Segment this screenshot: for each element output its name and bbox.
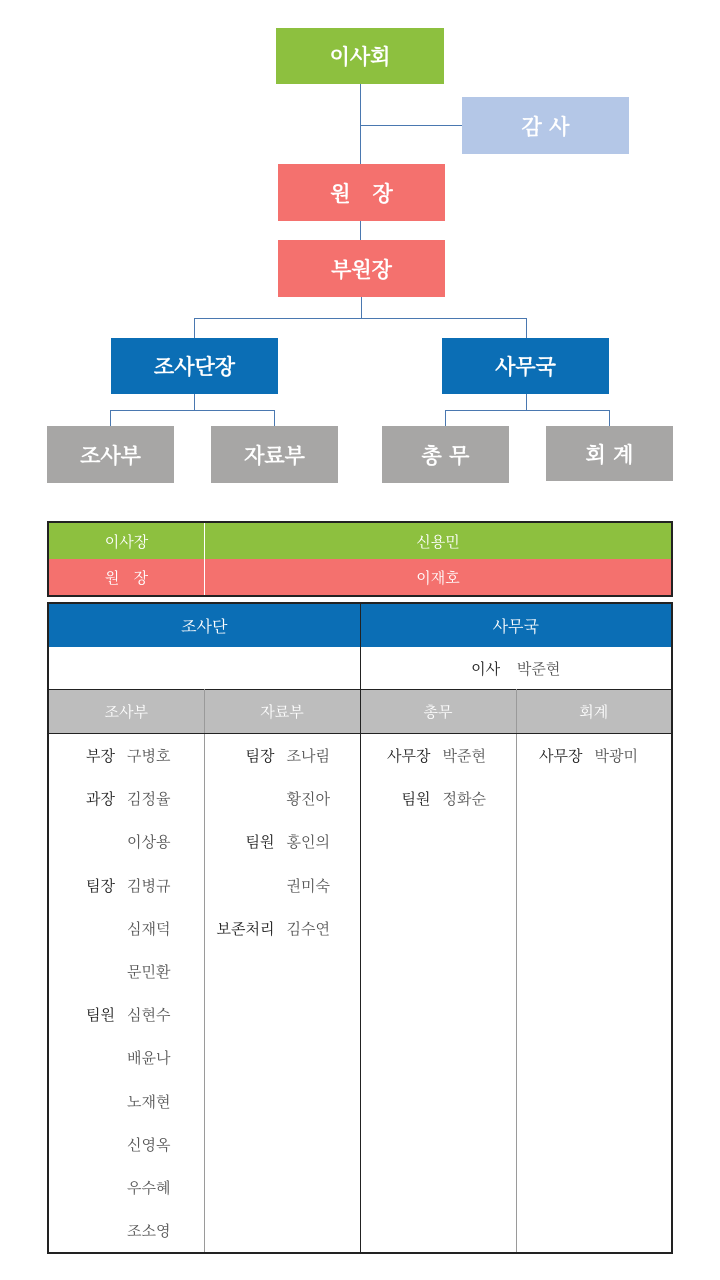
staff-name: 조소영 xyxy=(127,1222,171,1241)
staff-role: 팀장 xyxy=(86,876,115,895)
investigation-staff-col xyxy=(48,734,204,1254)
records-staff-entry xyxy=(205,864,360,907)
dept-accounting: 회계 xyxy=(516,690,672,734)
investigation-staff-entry xyxy=(49,1166,204,1209)
secretary-name: 박준현 xyxy=(516,659,561,678)
staff-name: 노재현 xyxy=(127,1092,171,1111)
connector-auditor xyxy=(360,125,462,126)
general-staff-entry xyxy=(361,734,516,777)
leadership-row-chairman xyxy=(48,522,672,559)
staff-table xyxy=(47,602,673,1254)
staff-name: 문민환 xyxy=(127,963,171,982)
dept-header-row xyxy=(48,690,672,734)
staff-name: 신영옥 xyxy=(127,1135,171,1154)
general-affairs-box: 총 무 xyxy=(382,426,509,483)
staff-name: 권미숙 xyxy=(286,876,330,895)
director-label: 원 장 xyxy=(48,559,205,596)
connector-to-secretariat xyxy=(526,318,527,338)
records-staff-entry xyxy=(205,734,360,777)
staff-body-row xyxy=(48,734,672,1254)
staff-name: 이상용 xyxy=(127,833,171,852)
group-header-row xyxy=(48,603,672,647)
staff-role: 보존처리 xyxy=(216,919,275,938)
records-staff-entry xyxy=(205,907,360,950)
connector-director-vice xyxy=(360,221,361,240)
dept-investigation: 조사부 xyxy=(48,690,204,734)
auditor-box: 감 사 xyxy=(462,97,629,154)
staff-role: 팀장 xyxy=(245,747,275,766)
staff-name: 심현수 xyxy=(127,1006,171,1025)
staff-name: 배윤나 xyxy=(127,1049,171,1068)
staff-role: 팀원 xyxy=(86,1006,115,1025)
dept-records: 자료부 xyxy=(204,690,360,734)
staff-role: 부장 xyxy=(86,747,115,766)
investigation-staff-entry xyxy=(49,777,204,820)
staff-name: 김정율 xyxy=(127,790,171,809)
staff-name: 박준현 xyxy=(442,747,486,766)
connector-sec-down xyxy=(526,394,527,410)
staff-name: 우수혜 xyxy=(127,1178,171,1197)
staff-name: 조나림 xyxy=(286,747,330,766)
secretary-empty-cell xyxy=(48,647,360,690)
secretary-cell xyxy=(360,647,672,690)
secretary-row xyxy=(48,647,672,690)
staff-name: 정화순 xyxy=(442,790,486,809)
group-secretariat: 사무국 xyxy=(360,603,672,647)
investigation-dept-box: 조사부 xyxy=(47,426,174,483)
connector-inv-right xyxy=(274,410,275,426)
records-staff-col xyxy=(204,734,360,1254)
secretariat-box: 사무국 xyxy=(442,338,609,394)
records-staff-entry xyxy=(205,777,360,820)
records-list xyxy=(205,734,360,950)
group-investigation: 조사단 xyxy=(48,603,360,647)
connector-inv-down xyxy=(194,394,195,410)
staff-role: 사무장 xyxy=(387,747,431,766)
staff-role: 과장 xyxy=(86,790,115,809)
general-staff-col xyxy=(360,734,516,1254)
chairman-name: 신용민 xyxy=(416,532,460,551)
investigation-staff-entry xyxy=(49,1080,204,1123)
dept-general: 총무 xyxy=(360,690,516,734)
secretary-role: 이사 xyxy=(471,659,501,678)
general-list xyxy=(361,734,516,820)
investigation-staff-entry xyxy=(49,950,204,993)
investigation-staff-entry xyxy=(49,993,204,1036)
director-box: 원 장 xyxy=(278,164,445,221)
connector-inv-bar xyxy=(110,410,275,411)
investigation-head-box: 조사단장 xyxy=(111,338,278,394)
leadership-table xyxy=(47,521,673,597)
staff-name: 김수연 xyxy=(286,919,330,938)
chairman-label: 이사장 xyxy=(48,522,205,559)
general-staff-entry xyxy=(361,777,516,820)
staff-name: 심재덕 xyxy=(127,919,171,938)
connector-inv-left xyxy=(110,410,111,426)
staff-name: 김병규 xyxy=(127,876,171,895)
vice-director-box: 부원장 xyxy=(278,240,445,297)
accounting-list xyxy=(517,734,672,777)
records-staff-entry xyxy=(205,820,360,863)
connector-vice-down xyxy=(361,297,362,318)
board-box: 이사회 xyxy=(276,28,444,84)
connector-to-investigation xyxy=(194,318,195,338)
investigation-staff-entry xyxy=(49,907,204,950)
investigation-staff-entry xyxy=(49,1036,204,1079)
director-name: 이재호 xyxy=(416,568,460,587)
staff-name: 박광미 xyxy=(594,747,638,766)
investigation-staff-entry xyxy=(49,1209,204,1252)
connector-sec-bar xyxy=(445,410,610,411)
staff-name: 황진아 xyxy=(286,790,330,809)
staff-role: 사무장 xyxy=(539,747,583,766)
records-dept-box: 자료부 xyxy=(211,426,338,483)
investigation-staff-entry xyxy=(49,1123,204,1166)
connector-sec-right xyxy=(609,410,610,426)
accounting-staff-col xyxy=(516,734,672,1254)
accounting-staff-entry xyxy=(517,734,672,777)
investigation-staff-entry xyxy=(49,864,204,907)
investigation-staff-entry xyxy=(49,820,204,863)
connector-board-director xyxy=(360,84,361,164)
connector-level2-bar xyxy=(194,318,526,319)
staff-role: 팀원 xyxy=(401,790,431,809)
investigation-list xyxy=(49,734,204,1252)
staff-name: 홍인의 xyxy=(286,833,330,852)
staff-role: 팀원 xyxy=(245,833,275,852)
staff-name: 구병호 xyxy=(127,747,171,766)
accounting-box: 회 계 xyxy=(546,426,673,481)
leadership-row-director xyxy=(48,559,672,596)
investigation-staff-entry xyxy=(49,734,204,777)
connector-sec-left xyxy=(445,410,446,426)
